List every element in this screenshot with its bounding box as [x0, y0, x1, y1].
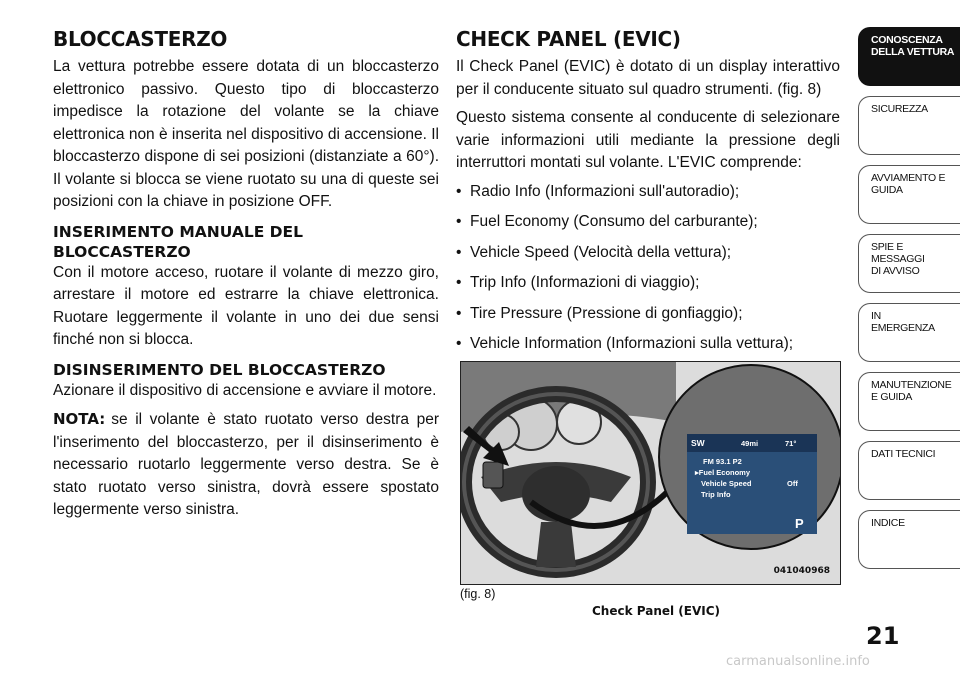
tab-manutenzione[interactable]	[858, 372, 960, 431]
list-item: • Trip Info (Informazioni di viaggio);	[456, 272, 840, 294]
tab-label: INDICE	[871, 517, 905, 529]
display-compass: SW	[691, 438, 705, 448]
tab-label: AVVIAMENTO E GUIDA	[871, 172, 946, 196]
evic-paragraph-1: Il Check Panel (EVIC) è dotato di un display interattivo per il conducente situato sul quadro strumenti. (fig. 8)	[456, 58, 840, 98]
section-title-bloccasterzo: BLOCCASTERZO	[53, 27, 228, 51]
tab-label: SPIE E MESSAGGI DI AVVISO	[871, 241, 925, 277]
subsection-title-disinserimento: DISINSERIMENTO DEL BLOCCASTERZO	[53, 360, 386, 379]
tab-label: MANUTENZIONE E GUIDA	[871, 379, 952, 403]
list-item: • Fuel Economy (Consumo del carburante);	[456, 211, 840, 233]
evic-paragraph-2: Questo sistema consente al conducente di selezionare varie informazioni utili mediante la pressione degli interruttori montati sul volante. L'EVIC comprende:	[456, 109, 840, 171]
tab-in-emergenza[interactable]	[858, 303, 960, 362]
watermark: carmanualsonline.info	[726, 654, 870, 669]
evic-feature-list	[456, 181, 840, 356]
tab-dati-tecnici[interactable]	[858, 441, 960, 500]
display-temp: 71°	[785, 439, 797, 448]
list-item: • Tire Pressure (Pressione di gonfiaggio);	[456, 303, 840, 325]
display-menu-trip-info: Trip Info	[701, 490, 731, 499]
list-item: • Vehicle Speed (Velocità della vettura);	[456, 242, 840, 264]
display-menu-fuel-economy: ▸Fuel Economy	[695, 468, 751, 477]
note-label: NOTA:	[53, 410, 106, 428]
tab-label: CONOSCENZA DELLA VETTURA	[871, 34, 955, 58]
list-item: • Radio Info (Informazioni sull'autoradio);	[456, 181, 840, 203]
display-radio: FM 93.1 P2	[703, 457, 742, 466]
note-text: se il volante è stato ruotato verso destra per l'inserimento del bloccasterzo, per il disinserimento è necessario ruotarlo leggermente verso destra. Se è stato ruotato verso sinistra, dovrà essere spostato leggermente verso sinistra.	[53, 411, 439, 518]
tab-sicurezza[interactable]	[858, 96, 960, 155]
figure-evic-illustration	[460, 361, 841, 585]
tab-indice[interactable]	[858, 510, 960, 569]
tab-spie-e-messaggi[interactable]	[858, 234, 960, 293]
section-title-check-panel: CHECK PANEL (EVIC)	[456, 27, 681, 51]
tab-label: SICUREZZA	[871, 103, 928, 115]
disinserimento-paragraph: Azionare il dispositivo di accensione e avviare il motore.	[53, 381, 437, 399]
list-item: • Vehicle Information (Informazioni sulla vettura);	[456, 333, 840, 355]
chapter-tabs	[858, 27, 960, 579]
right-column	[456, 28, 840, 364]
figure-reference: (fig. 8)	[460, 587, 496, 601]
inserimento-paragraph: Con il motore acceso, ruotare il volante di mezzo giro, arrestare il motore ed estrarre la chiave elettronica. Ruotare leggermente il volante in uno dei due sensi finché non si blocca.	[53, 263, 439, 348]
tab-avviamento-e-guida[interactable]	[858, 165, 960, 224]
figure-caption: Check Panel (EVIC)	[591, 604, 721, 618]
display-gear: P	[795, 516, 804, 531]
tab-label: DATI TECNICI	[871, 448, 936, 460]
display-menu-vehicle-speed-value: Off	[787, 479, 798, 488]
intro-paragraph: La vettura potrebbe essere dotata di un bloccasterzo elettronico passivo. Questo tipo di bloccasterzo impedisce la rotazione del volante se la chiave elettronica non è inserita nel dispositivo di accensione. Il bloccasterzo dispone di sei posizioni (distanziate a 60°). Il volante si blocca se viene ruotato su una di queste sei posizioni con la chiave in posizione OFF.	[53, 58, 440, 210]
display-range: 49mi	[741, 439, 759, 448]
display-menu-vehicle-speed: Vehicle Speed	[701, 479, 752, 488]
subsection-title-inserimento: INSERIMENTO MANUALE DEL BLOCCASTERZO	[53, 222, 304, 261]
tab-conoscenza-della-vettura[interactable]	[858, 27, 960, 86]
left-column	[53, 28, 439, 528]
evic-display	[687, 434, 817, 534]
figure-code: 041040968	[773, 566, 830, 576]
tab-label: IN EMERGENZA	[871, 310, 935, 334]
page-number: 21	[866, 622, 900, 650]
note-paragraph	[53, 408, 439, 522]
